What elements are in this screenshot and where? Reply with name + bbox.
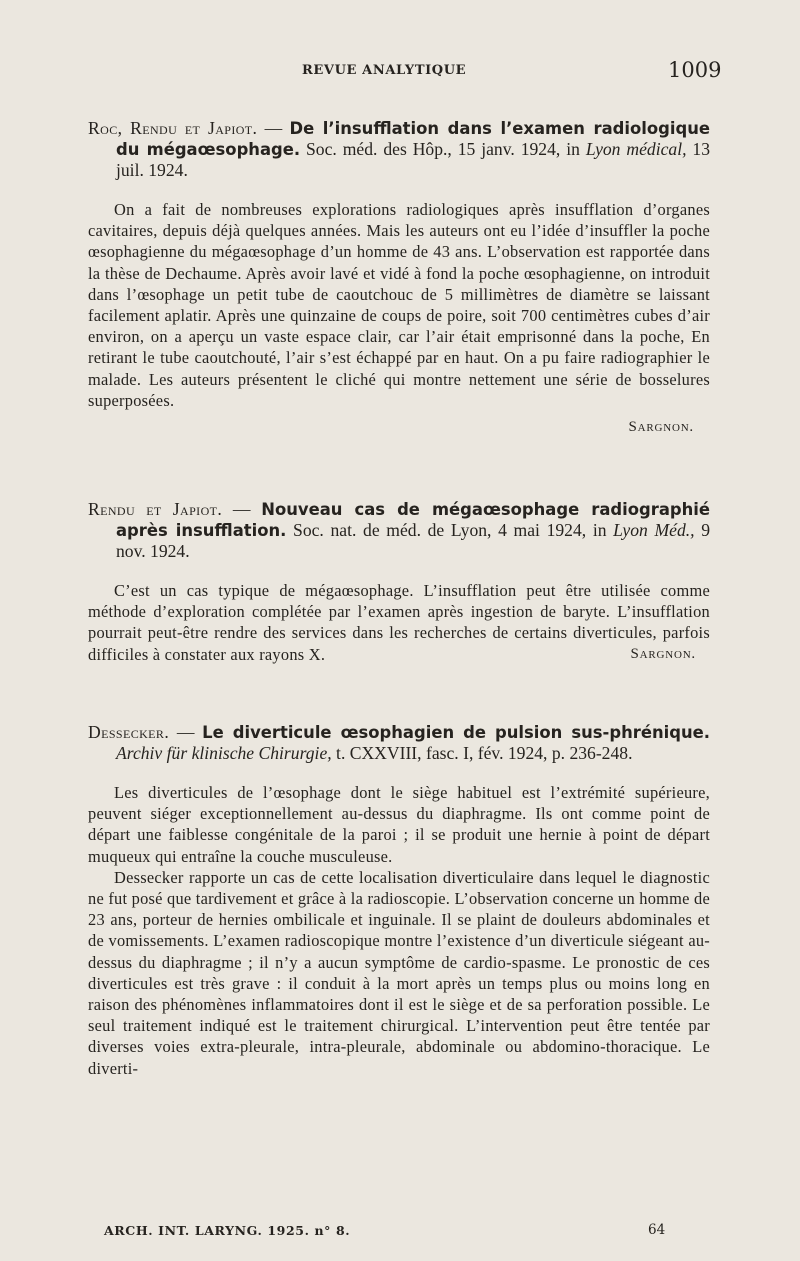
journal-name: Lyon Méd., xyxy=(613,520,695,540)
reviewer-signature: Sargnon. xyxy=(628,419,694,436)
separator: — xyxy=(257,118,290,138)
footer-journal-line: ARCH. INT. LARYNG. 1925. n° 8. xyxy=(104,1223,351,1238)
reviewer-signature: Sargnon. xyxy=(630,645,696,662)
citation xyxy=(88,118,710,181)
paragraph-text: C’est un cas typique de mégaœsophage. L’insufflation peut être utilisée comme méthode d’exploration complétée par l’examen après ingestion de baryte. L’insufflation pourrait peut-être rendre des services dans les recherches de certains diverticules, parfois difficiles à constater aux rayons X. xyxy=(88,581,710,664)
authors: Dessecker. xyxy=(88,722,170,742)
abstract-roc-rendu-japiot xyxy=(88,118,710,436)
abstract-body xyxy=(88,199,710,411)
signature-mark: 64 xyxy=(648,1222,666,1238)
separator: — xyxy=(169,722,203,742)
source-date: 13 juil. 1924. xyxy=(116,139,710,180)
journal-name: Archiv für klinische Chirurgie, xyxy=(116,743,332,763)
running-title: REVUE ANALYTIQUE xyxy=(302,63,467,78)
paragraph: Les diverticules de l’œsophage dont le siège habituel est l’extrémité supérieure, peuvent siéger exceptionnellement au-dessus du diaphragme. Ils ont comme point de départ une faiblesse congénitale de la paroi ; il se produit une hernie à point de départ muqueux qui entraîne la couche musculeuse. xyxy=(88,783,710,866)
paragraph: On a fait de nombreuses explorations radiologiques après insufflation d’organes cavitaires, depuis déjà quelques années. Mais les auteurs ont eu l’idée d’insuffler la poche œsophagienne du mégaœsophage d’un homme de 43 ans. L’observation est rapportée dans la thèse de Dechaume. Après avoir lavé et vidé à fond la poche œsophagienne, on introduit dans l’œsophage un petit tube de caoutchouc de 5 millimètres de diamètre se laissant facilement aplatir. Après une quinzaine de coups de poire, soit 700 centimètres cubes d’air environ, on a aperçu un vaste espace clair, car l’air était emprisonné dans la poche, En retirant le tube caoutchouté, l’air s’est échappé par en haut. On a pu faire radiographier le malade. Les auteurs présentent le cliché qui montre nettement une série de bosselures superposées. xyxy=(88,200,710,410)
authors: Rendu et Japiot. xyxy=(88,499,223,519)
citation xyxy=(88,722,710,764)
abstract-body xyxy=(88,782,710,1079)
source-date: 9 nov. 1924. xyxy=(116,520,710,561)
page-number: 1009 xyxy=(668,58,722,82)
paragraph: Dessecker rapporte un cas de cette localisation diverticulaire dans lequel le diagnostic ne fut posé que tardivement et grâce à la radioscopie. L’observation concerne un homme de 23 ans, porteur de hernies ombilicale et inguinale. Il se plaint de douleurs abdominales et de vomissements. L’examen radioscopique montre l’existence d’un diverticule siégeant au-dessus du diaphragme ; il n’y a aucun symptôme de cardio-spasme. Le pronostic de ces diverticules est très grave : il conduit à la mort après un temps plus ou moins long en raison des phénomènes inflammatoires dont il est le siège et de sa perforation possible. Le seul traitement indiqué est le traitement chirurgical. L’intervention peut être tentée par diverses voies extra-pleurale, intra-pleurale, abdominale ou abdomino-thoracique. Le diverti- xyxy=(88,867,710,1078)
separator: — xyxy=(222,499,262,519)
source: Soc. nat. de méd. de Lyon, 4 mai 1924, in xyxy=(286,520,614,540)
citation xyxy=(88,499,710,562)
running-header xyxy=(0,58,800,86)
abstract-body xyxy=(88,580,710,665)
article-title: Nouveau cas de mégaœsophage radiographié après insufflation. xyxy=(116,500,711,540)
paragraph xyxy=(88,580,710,665)
source: Soc. méd. des Hôp., 15 janv. 1924, in xyxy=(300,139,586,159)
page-footer xyxy=(0,1223,800,1243)
source-date: t. CXXVIII, fasc. I, fév. 1924, p. 236-248. xyxy=(331,743,633,763)
article-title: Le diverticule œsophagien de pulsion sus-phrénique. xyxy=(202,723,710,742)
abstract-dessecker xyxy=(88,722,710,1079)
journal-name: Lyon médical, xyxy=(585,139,687,159)
article-title: De l’insufflation dans l’examen radiologique du mégaœsophage. xyxy=(116,119,710,159)
abstract-rendu-japiot xyxy=(88,499,710,665)
authors: Roc, Rendu et Japiot. xyxy=(88,118,258,138)
